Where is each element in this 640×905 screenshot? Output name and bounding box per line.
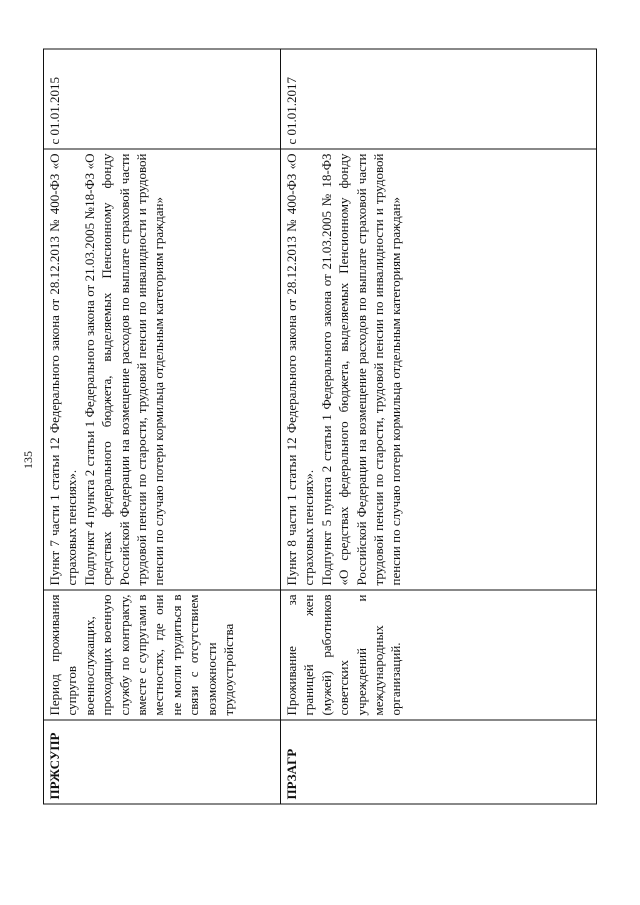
period-code-cell: ПРЗАГР xyxy=(281,720,597,804)
period-description-cell: Проживание за границей жен (мужей) работников советских учреждений и международных организаций. xyxy=(281,590,597,720)
effective-date-cell: с 01.01.2017 xyxy=(281,49,597,149)
legal-basis-paragraph: Подпункт 5 пункта 2 статьи 1 Федерального закона от 21.03.2005 № 18-ФЗ «О средствах федерального бюджета, выделяемых Пенсионному фонду Российской Федерации на возмещение расходов по выплате страховой части трудовой пенсии по старости, трудовой пенсии по инвалидности и трудовой пенсии по случаю потери кормильца отдельным категориям граждан» xyxy=(318,153,404,586)
legal-basis-paragraph: Подпункт 4 пункта 2 статьи 1 Федерального закона от 21.03.2005 №18-ФЗ «О средствах федерального бюджета, выделяемых Пенсионному фонду Российской Федерации на возмещение расходов по выплате страховой части трудовой пенсии по старости, трудовой пенсии по инвалидности и трудовой пенсии по случаю потери кормильца отдельным категориям граждан» xyxy=(81,153,167,586)
service-period-table xyxy=(43,49,597,805)
period-code-cell: ПРЖСУПР xyxy=(44,720,281,804)
period-description-cell: Период проживания супругов военнослужащих, проходящих военную службу по контракту, вместе с супругами в местностях, где они не могли трудиться в связи с отсутствием возможности трудоустройства xyxy=(44,590,281,720)
legal-basis-cell xyxy=(44,149,281,590)
legal-basis-paragraph: Пункт 8 части 1 статьи 12 Федерального закона от 28.12.2013 № 400-ФЗ «О страховых пенсиях». xyxy=(284,153,317,586)
rotated-page-content xyxy=(43,50,597,805)
legal-basis-cell xyxy=(281,149,597,590)
table-row xyxy=(281,49,597,804)
legal-basis-paragraph: Пункт 7 части 1 статьи 12 Федерального закона от 28.12.2013 № 400-ФЗ «О страховых пенсиях». xyxy=(47,153,80,586)
page-number: 135 xyxy=(21,451,35,469)
table-row xyxy=(44,49,281,804)
effective-date-cell: с 01.01.2015 xyxy=(44,49,281,149)
